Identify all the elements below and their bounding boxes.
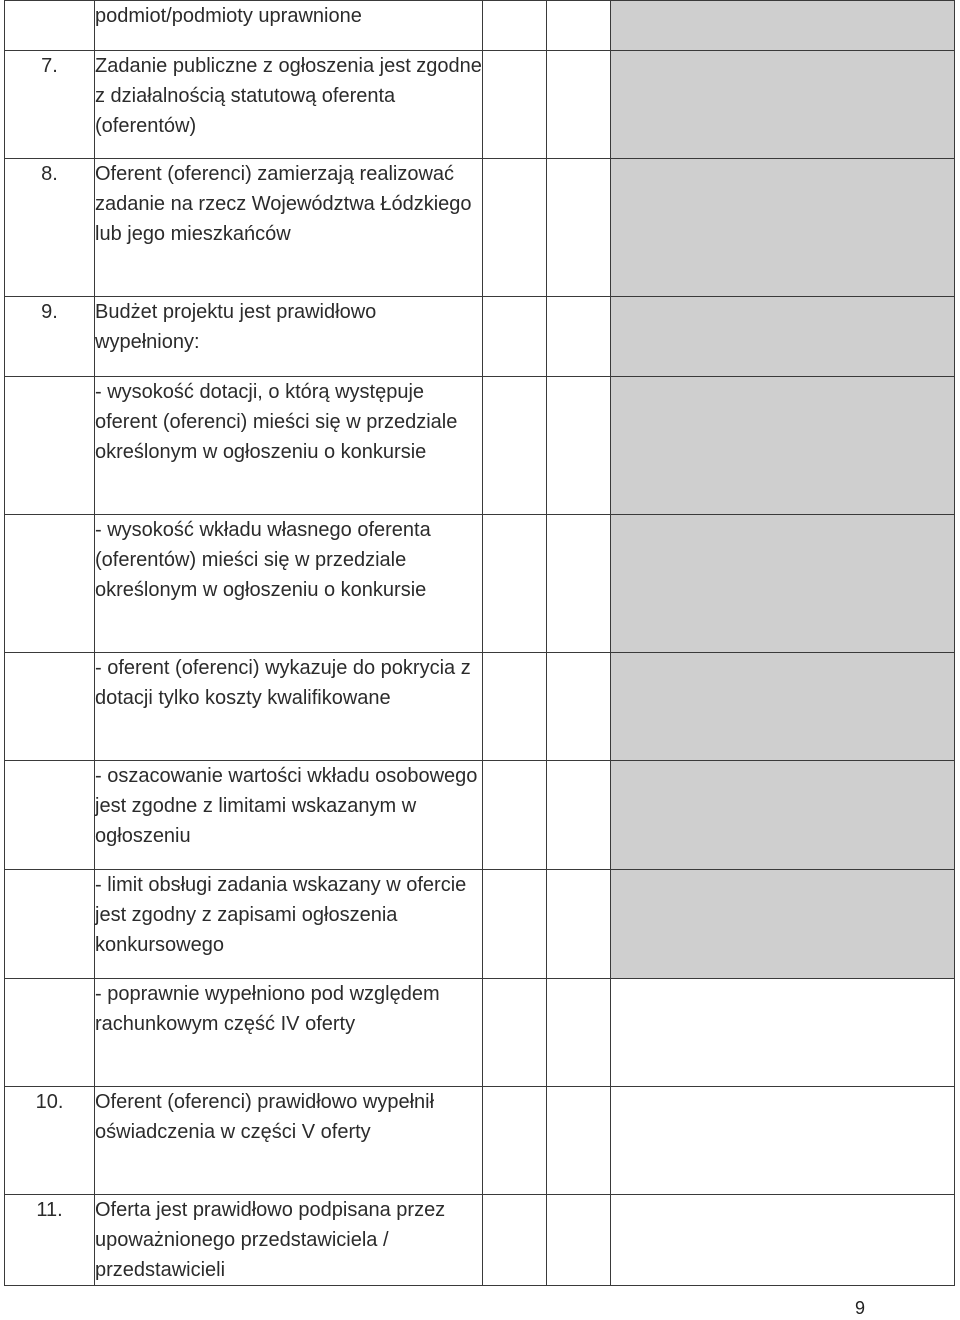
grey-cell <box>611 870 955 979</box>
answer-cell-yes[interactable] <box>483 51 547 159</box>
grey-cell <box>611 159 955 297</box>
row-number: 10. <box>5 1087 95 1195</box>
table-row <box>5 870 955 979</box>
answer-cell-no[interactable] <box>547 653 611 761</box>
answer-cell-no[interactable] <box>547 297 611 377</box>
criterion-text: Oferent (oferenci) zamierzają realizować zadanie na rzecz Województwa Łódzkiego lub jego mieszkańców <box>95 159 483 297</box>
grey-cell <box>611 515 955 653</box>
criterion-text: Zadanie publiczne z ogłoszenia jest zgodne z działalnością statutową oferenta (oferentów) <box>95 51 483 159</box>
table-row <box>5 761 955 870</box>
criterion-text: - wysokość wkładu własnego oferenta (oferentów) mieści się w przedziale określonym w ogłoszeniu o konkursie <box>95 515 483 653</box>
answer-cell-yes[interactable] <box>483 1 547 51</box>
table-row <box>5 653 955 761</box>
criterion-text: Oferta jest prawidłowo podpisana przez upoważnionego przedstawiciela / przedstawicieli <box>95 1195 483 1286</box>
table-row <box>5 1087 955 1195</box>
answer-cell-no[interactable] <box>547 1 611 51</box>
answer-cell-no[interactable] <box>547 761 611 870</box>
row-number: 7. <box>5 51 95 159</box>
answer-cell-no[interactable] <box>547 1087 611 1195</box>
answer-cell-yes[interactable] <box>483 653 547 761</box>
table-row <box>5 297 955 377</box>
answer-cell-yes[interactable] <box>483 870 547 979</box>
table-row <box>5 1195 955 1286</box>
answer-cell-yes[interactable] <box>483 297 547 377</box>
row-number: 8. <box>5 159 95 297</box>
notes-cell[interactable] <box>611 979 955 1087</box>
row-number: 11. <box>5 1195 95 1286</box>
criterion-text: - limit obsługi zadania wskazany w ofercie jest zgodny z zapisami ogłoszenia konkursowego <box>95 870 483 979</box>
criterion-text: podmiot/podmioty uprawnione <box>95 1 483 51</box>
criterion-text: Budżet projektu jest prawidłowo wypełniony: <box>95 297 483 377</box>
notes-cell[interactable] <box>611 1195 955 1286</box>
row-number <box>5 761 95 870</box>
answer-cell-no[interactable] <box>547 979 611 1087</box>
table-row <box>5 515 955 653</box>
table-row <box>5 51 955 159</box>
answer-cell-no[interactable] <box>547 159 611 297</box>
answer-cell-no[interactable] <box>547 1195 611 1286</box>
answer-cell-no[interactable] <box>547 515 611 653</box>
answer-cell-no[interactable] <box>547 870 611 979</box>
criterion-text: - oferent (oferenci) wykazuje do pokrycia z dotacji tylko koszty kwalifikowane <box>95 653 483 761</box>
notes-cell[interactable] <box>611 1087 955 1195</box>
criterion-text: - wysokość dotacji, o którą występuje oferent (oferenci) mieści się w przedziale określonym w ogłoszeniu o konkursie <box>95 377 483 515</box>
answer-cell-yes[interactable] <box>483 377 547 515</box>
grey-cell <box>611 1 955 51</box>
row-number: 9. <box>5 297 95 377</box>
criterion-text: Oferent (oferenci) prawidłowo wypełnił oświadczenia w części V oferty <box>95 1087 483 1195</box>
table-row <box>5 159 955 297</box>
evaluation-table <box>4 0 955 1286</box>
answer-cell-yes[interactable] <box>483 979 547 1087</box>
criterion-text: - poprawnie wypełniono pod względem rachunkowym część IV oferty <box>95 979 483 1087</box>
row-number <box>5 515 95 653</box>
grey-cell <box>611 51 955 159</box>
table-row <box>5 377 955 515</box>
page-number: 9 <box>854 1298 865 1318</box>
table-row <box>5 1 955 51</box>
row-number <box>5 979 95 1087</box>
grey-cell <box>611 653 955 761</box>
row-number <box>5 377 95 515</box>
row-number <box>5 870 95 979</box>
answer-cell-yes[interactable] <box>483 515 547 653</box>
row-number <box>5 653 95 761</box>
answer-cell-yes[interactable] <box>483 1195 547 1286</box>
grey-cell <box>611 761 955 870</box>
answer-cell-no[interactable] <box>547 377 611 515</box>
grey-cell <box>611 377 955 515</box>
table-row <box>5 979 955 1087</box>
answer-cell-no[interactable] <box>547 51 611 159</box>
answer-cell-yes[interactable] <box>483 761 547 870</box>
answer-cell-yes[interactable] <box>483 159 547 297</box>
grey-cell <box>611 297 955 377</box>
row-number <box>5 1 95 51</box>
answer-cell-yes[interactable] <box>483 1087 547 1195</box>
criterion-text: - oszacowanie wartości wkładu osobowego jest zgodne z limitami wskazanym w ogłoszeniu <box>95 761 483 870</box>
